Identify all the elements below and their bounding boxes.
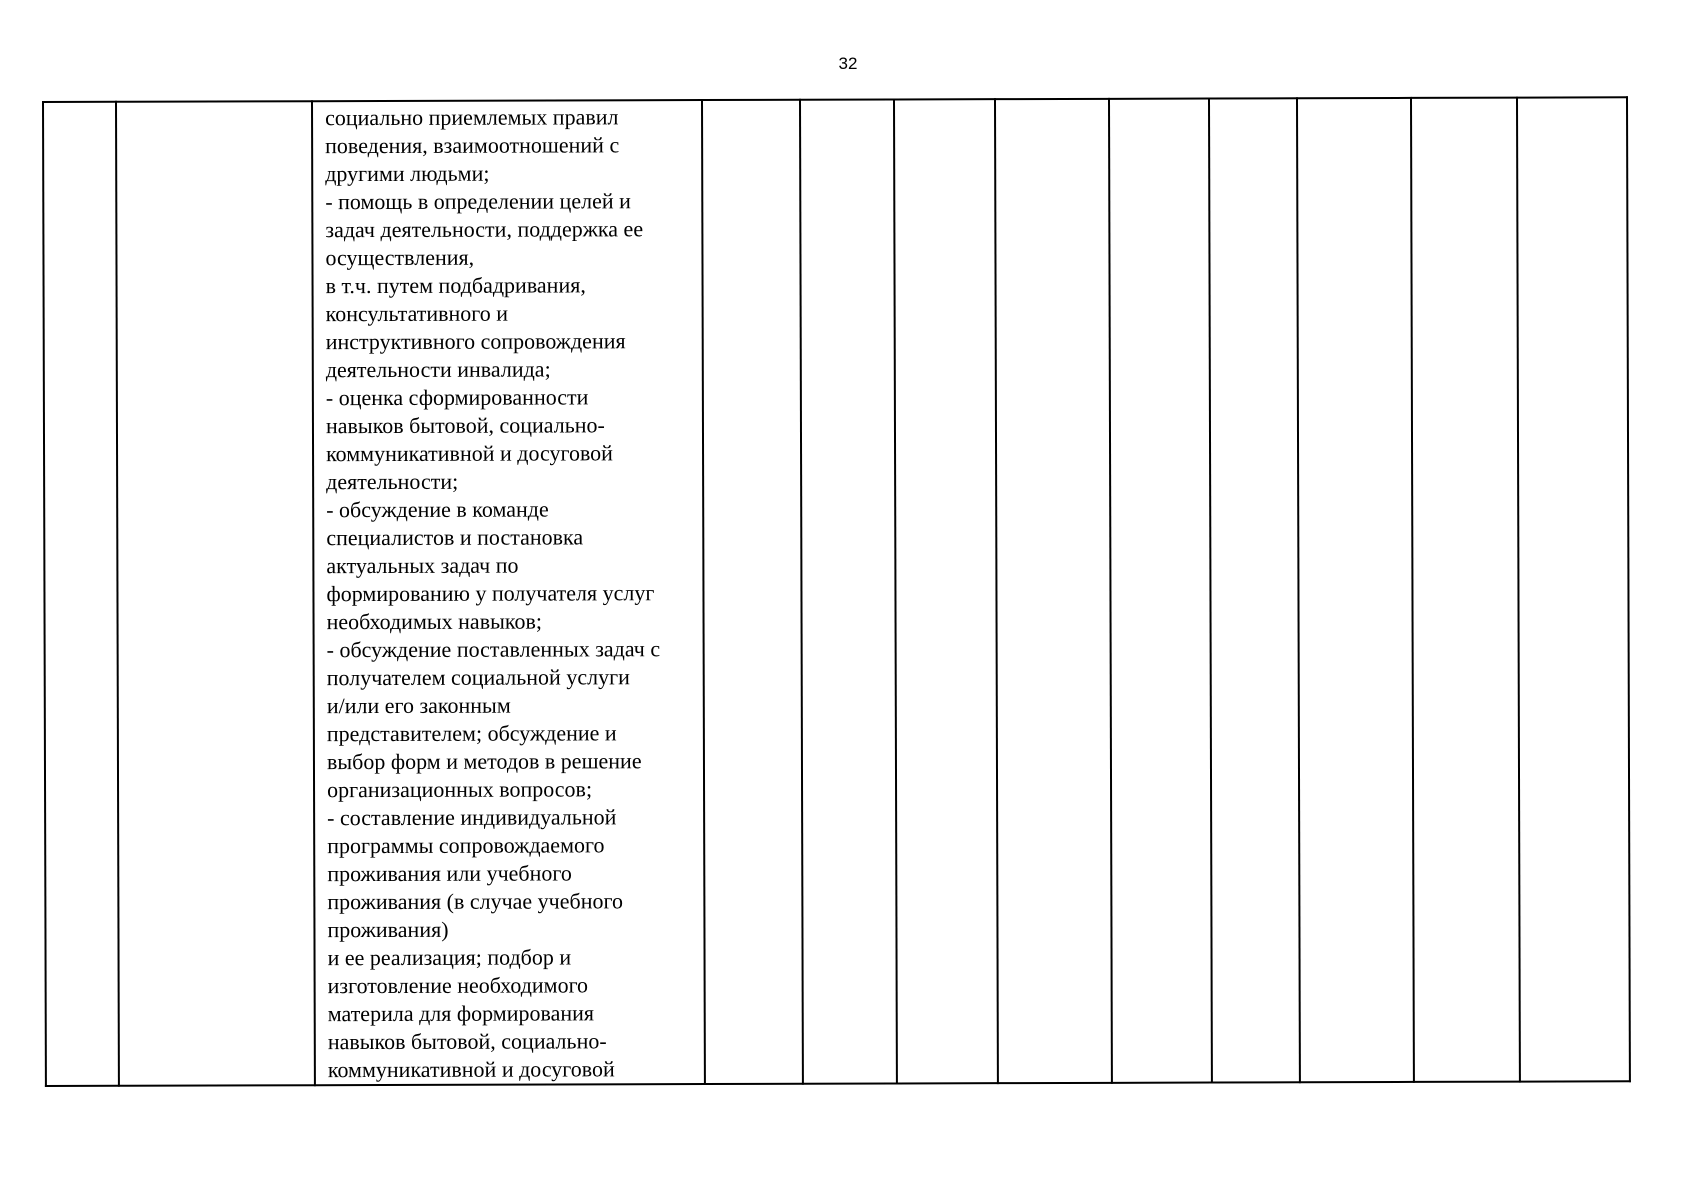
table-cell: [894, 99, 998, 1083]
table-cell: [1517, 97, 1630, 1081]
table-cell-description: [312, 100, 705, 1085]
table-cell: [1411, 98, 1520, 1082]
table-cell: [995, 99, 1112, 1083]
table-cell: [1297, 98, 1414, 1082]
table-cell: [1209, 98, 1300, 1082]
table-cell-service-name: [116, 101, 315, 1086]
document-table: [42, 96, 1631, 1087]
table-cell-number: [43, 102, 119, 1086]
table-cell: [702, 100, 803, 1084]
service-description-text: социально приемлемых правил поведения, взаимоотношений с другими людьми; - помощь в определении целей и задач деятельности, поддержка ее осуществления, в т.ч. путем подбадривания, консультативного и инструктивного сопровождения деятельности инвалида; - оценка сформированности навыков бытовой, социально- коммуникативной и досуговой деятельности; - обсуждение в команде специалистов и постановка актуальных задач по формированию у получателя услуг необходимых навыков; - обсуждение поставленных задач с получателем социальной услуги и/или его законным представителем; обсуждение и выбор форм и методов в решение организационных вопросов; - составление индивидуальной программы сопровождаемого проживания или учебного проживания (в случае учебного проживания) и ее реализация; подбор и изготовление необходимого материла для формирования навыков бытовой, социально- коммуникативной и досуговой: [325, 104, 661, 1083]
page-number: 32: [838, 54, 858, 73]
table-row: [43, 97, 1630, 1086]
table-cell: [800, 99, 897, 1083]
table-cell: [1109, 99, 1212, 1083]
